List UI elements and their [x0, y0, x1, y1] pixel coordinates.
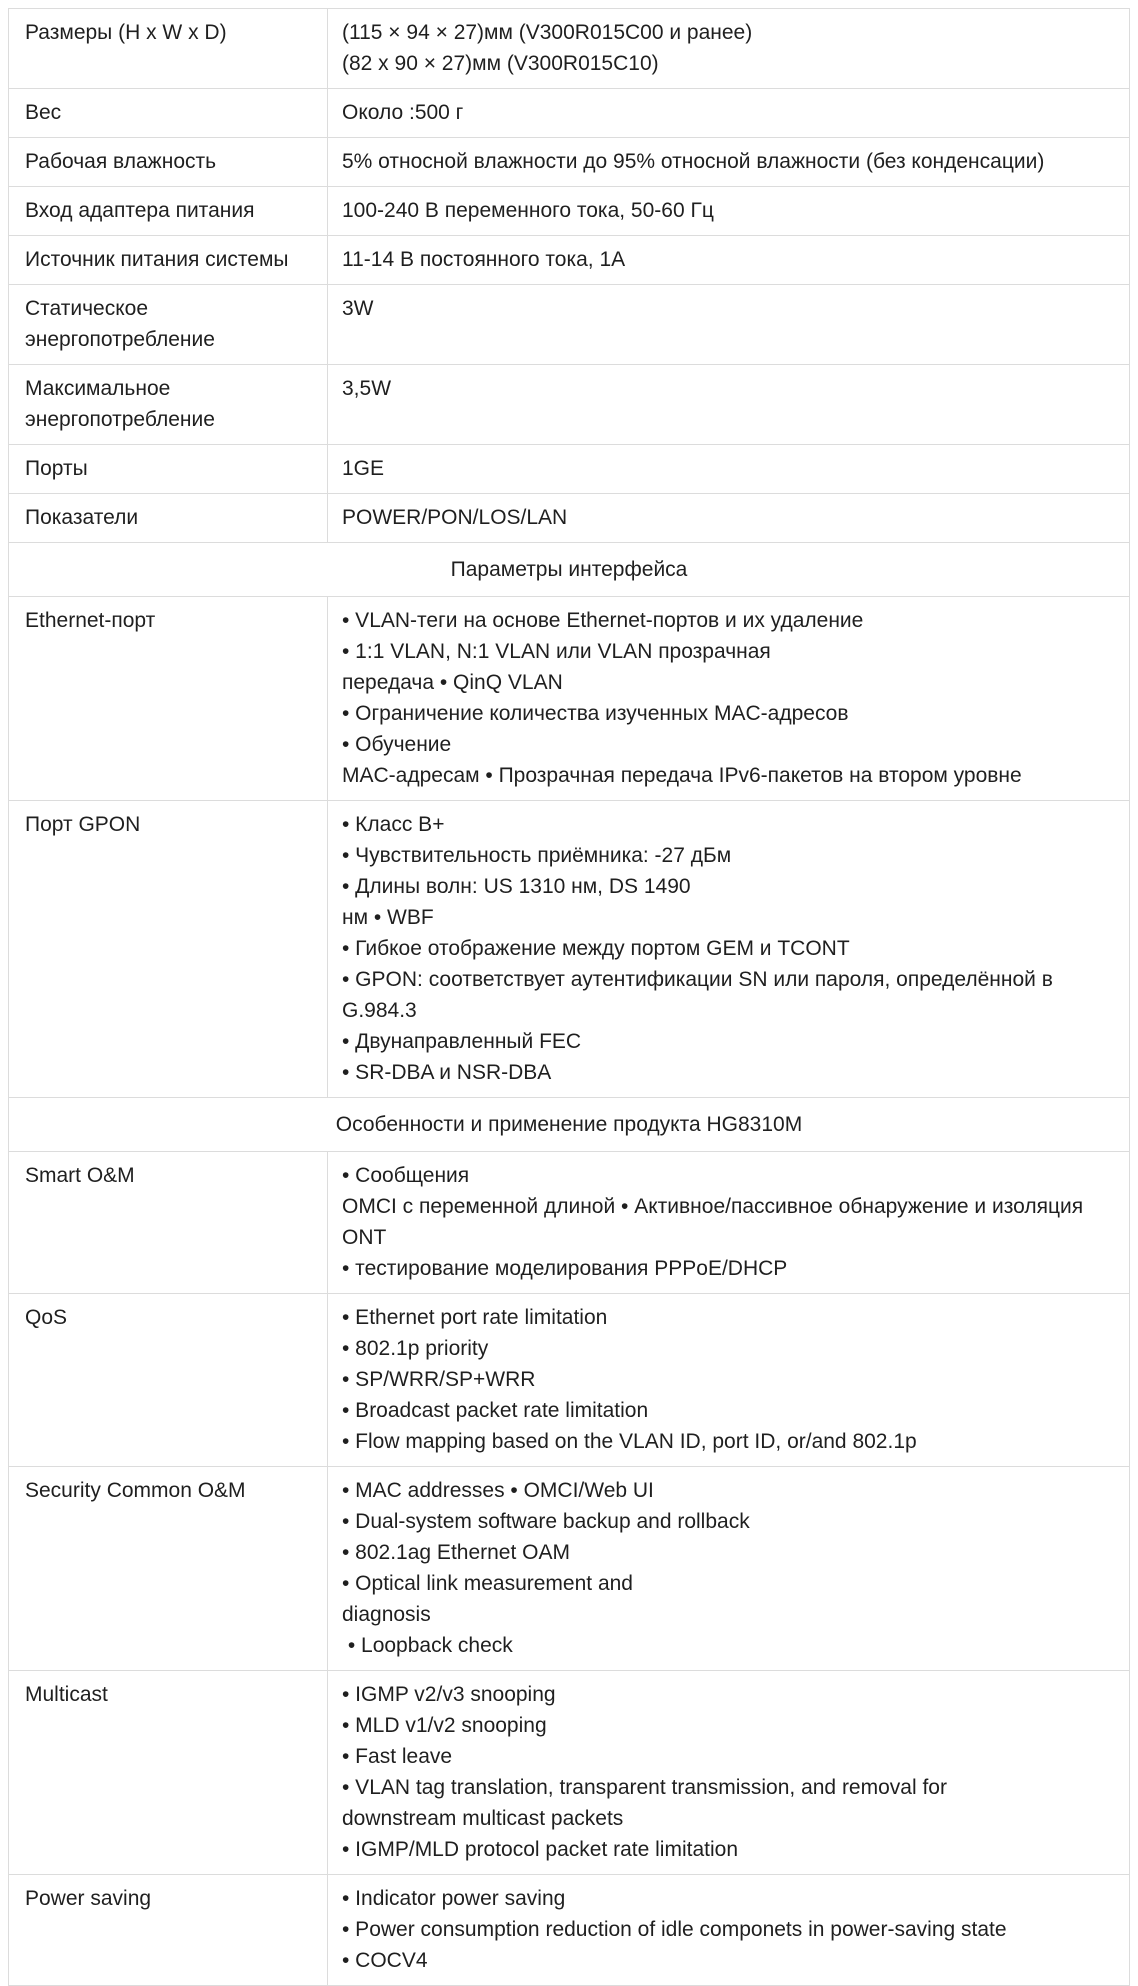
row-value-line: downstream multicast packets	[342, 1807, 624, 1830]
section-header-title: Особенности и применение продукта HG8310M	[335, 1113, 803, 1136]
row-value-line: • Обучение	[342, 733, 452, 756]
row-value-line: 100-240 В переменного тока, 50-60 Гц	[342, 199, 714, 222]
row-value-line: • Broadcast packet rate limitation	[342, 1399, 649, 1422]
row-value-line: 11-14 В постоянного тока, 1А	[342, 248, 626, 271]
row-value-line: • Длины волн: US 1310 нм, DS 1490	[342, 875, 691, 898]
table-row	[9, 138, 1129, 187]
row-value-line: • Optical link measurement and	[342, 1572, 633, 1595]
row-value-line: diagnosis	[342, 1603, 431, 1626]
row-value-line: • VLAN tag translation, transparent transmission, and removal for	[342, 1776, 947, 1799]
row-label-line: Smart O&M	[25, 1164, 135, 1187]
row-value-line: • Fast leave	[342, 1745, 453, 1768]
row-value-line: • Ограничение количества изученных MAC-адресов	[342, 702, 849, 725]
row-label-line: Порт GPON	[25, 813, 141, 836]
row-value-line: • Класс B+	[342, 813, 445, 836]
row-label-cell	[9, 236, 328, 284]
row-value-line: • 1:1 VLAN, N:1 VLAN или VLAN прозрачная	[342, 640, 771, 663]
row-value-line: 3W	[342, 297, 374, 320]
row-label-cell	[9, 597, 328, 800]
row-label-line: Источник питания системы	[25, 248, 289, 271]
row-label-line: Security Common O&M	[25, 1479, 246, 1502]
row-value-cell	[328, 1152, 1129, 1293]
row-value-line: POWER/PON/LOS/LAN	[342, 506, 568, 529]
row-label-cell	[9, 494, 328, 542]
row-value-line: G.984.3	[342, 999, 417, 1022]
row-label-cell	[9, 1671, 328, 1874]
row-label-line: Рабочая влажность	[25, 150, 217, 173]
table-row	[9, 236, 1129, 285]
table-row	[9, 187, 1129, 236]
row-value-cell	[328, 89, 1129, 137]
row-label-cell	[9, 285, 328, 364]
row-label-cell	[9, 9, 328, 88]
row-value-line: • IGMP v2/v3 snooping	[342, 1683, 556, 1706]
row-value-line: • Сообщения	[342, 1164, 470, 1187]
table-row	[9, 494, 1129, 543]
row-value-line: OMCI с переменной длиной • Активное/пассивное обнаружение и изоляция	[342, 1195, 1084, 1218]
row-label-cell	[9, 1294, 328, 1466]
row-value-cell	[328, 1875, 1129, 1985]
row-value-line: • COCV4	[342, 1949, 428, 1972]
row-value-line: MAC-адресам • Прозрачная передача IPv6-пакетов на втором уровне	[342, 764, 1022, 787]
row-value-line: (82 x 90 × 27)мм (V300R015C10)	[342, 52, 659, 75]
row-value-cell	[328, 1294, 1129, 1466]
row-value-line: • IGMP/MLD protocol packet rate limitation	[342, 1838, 738, 1861]
table-row	[9, 89, 1129, 138]
table-row	[9, 1671, 1129, 1875]
row-value-line: Около :500 г	[342, 101, 464, 124]
table-row	[9, 365, 1129, 445]
row-label-cell	[9, 365, 328, 444]
row-value-cell	[328, 236, 1129, 284]
row-label-cell	[9, 801, 328, 1097]
row-value-line: ONT	[342, 1226, 387, 1249]
row-label-line: QoS	[25, 1306, 68, 1329]
row-value-line: • SP/WRR/SP+WRR	[342, 1368, 536, 1391]
table-row	[9, 1152, 1129, 1294]
row-value-line: • Indicator power saving	[342, 1887, 566, 1910]
row-value-line: • 802.1ag Ethernet OAM	[342, 1541, 570, 1564]
section-header-row	[9, 1098, 1129, 1152]
row-label-cell	[9, 445, 328, 493]
row-value-line: • MAC addresses • OMCI/Web UI	[342, 1479, 654, 1502]
row-value-line: 3,5W	[342, 377, 392, 400]
row-value-line: передача • QinQ VLAN	[342, 671, 563, 694]
row-value-line: • тестирование моделирования PPPoE/DHCP	[342, 1257, 788, 1280]
row-value-cell	[328, 285, 1129, 364]
row-value-line: • VLAN-теги на основе Ethernet-портов и их удаление	[342, 609, 864, 632]
row-label-line: Показатели	[25, 506, 139, 529]
section-header-row	[9, 543, 1129, 597]
row-value-line: • Dual-system software backup and rollback	[342, 1510, 750, 1533]
row-value-line: • Чувствительность приёмника: -27 дБм	[342, 844, 732, 867]
table-row	[9, 1875, 1129, 1985]
row-value-line: • Flow mapping based on the VLAN ID, port ID, or/and 802.1p	[342, 1430, 917, 1453]
table-row	[9, 801, 1129, 1098]
row-label-line: Ethernet-порт	[25, 609, 156, 632]
table-row	[9, 1294, 1129, 1467]
row-value-line: • Двунаправленный FEC	[342, 1030, 582, 1053]
row-label-line: Power saving	[25, 1887, 152, 1910]
row-value-line: • GPON: соответствует аутентификации SN или пароля, определённой в	[342, 968, 1053, 991]
row-value-cell	[328, 9, 1129, 88]
table-row	[9, 597, 1129, 801]
table-row	[9, 1467, 1129, 1671]
row-value-line: • Гибкое отображение между портом GEM и TCONT	[342, 937, 850, 960]
row-value-line: нм • WBF	[342, 906, 434, 929]
table-row	[9, 285, 1129, 365]
row-label-line: энергопотребление	[25, 408, 215, 431]
row-label-cell	[9, 187, 328, 235]
row-label-cell	[9, 1467, 328, 1670]
row-value-cell	[328, 494, 1129, 542]
row-label-line: Вход адаптера питания	[25, 199, 255, 222]
row-value-line: 1GE	[342, 457, 385, 480]
row-value-cell	[328, 801, 1129, 1097]
row-label-line: Статическое	[25, 297, 149, 320]
section-header-title: Параметры интерфейса	[450, 558, 688, 581]
row-label-line: Максимальное	[25, 377, 171, 400]
row-label-line: Размеры (H x W x D)	[25, 21, 227, 44]
spec-table	[8, 8, 1130, 1986]
row-label-line: Multicast	[25, 1683, 108, 1706]
row-value-cell	[328, 1467, 1129, 1670]
row-label-line: Вес	[25, 101, 62, 124]
row-value-line: (115 × 94 × 27)мм (V300R015C00 и ранее)	[342, 21, 753, 44]
row-value-cell	[328, 445, 1129, 493]
row-value-cell	[328, 187, 1129, 235]
row-value-line: • SR-DBA и NSR-DBA	[342, 1061, 552, 1084]
row-label-cell	[9, 89, 328, 137]
row-label-line: энергопотребление	[25, 328, 215, 351]
table-row	[9, 445, 1129, 494]
row-value-line: • MLD v1/v2 snooping	[342, 1714, 547, 1737]
row-value-cell	[328, 597, 1129, 800]
row-value-line: • Loopback check	[342, 1634, 513, 1657]
row-label-line: Порты	[25, 457, 88, 480]
table-row	[9, 9, 1129, 89]
row-value-cell	[328, 1671, 1129, 1874]
row-value-cell	[328, 365, 1129, 444]
row-value-line: • Ethernet port rate limitation	[342, 1306, 608, 1329]
row-value-line: • Power consumption reduction of idle componets in power-saving state	[342, 1918, 1007, 1941]
row-value-line: 5% относной влажности до 95% относной влажности (без конденсации)	[342, 150, 1045, 173]
row-label-cell	[9, 1875, 328, 1985]
row-value-line: • 802.1p priority	[342, 1337, 489, 1360]
row-label-cell	[9, 1152, 328, 1293]
row-value-cell	[328, 138, 1129, 186]
row-label-cell	[9, 138, 328, 186]
